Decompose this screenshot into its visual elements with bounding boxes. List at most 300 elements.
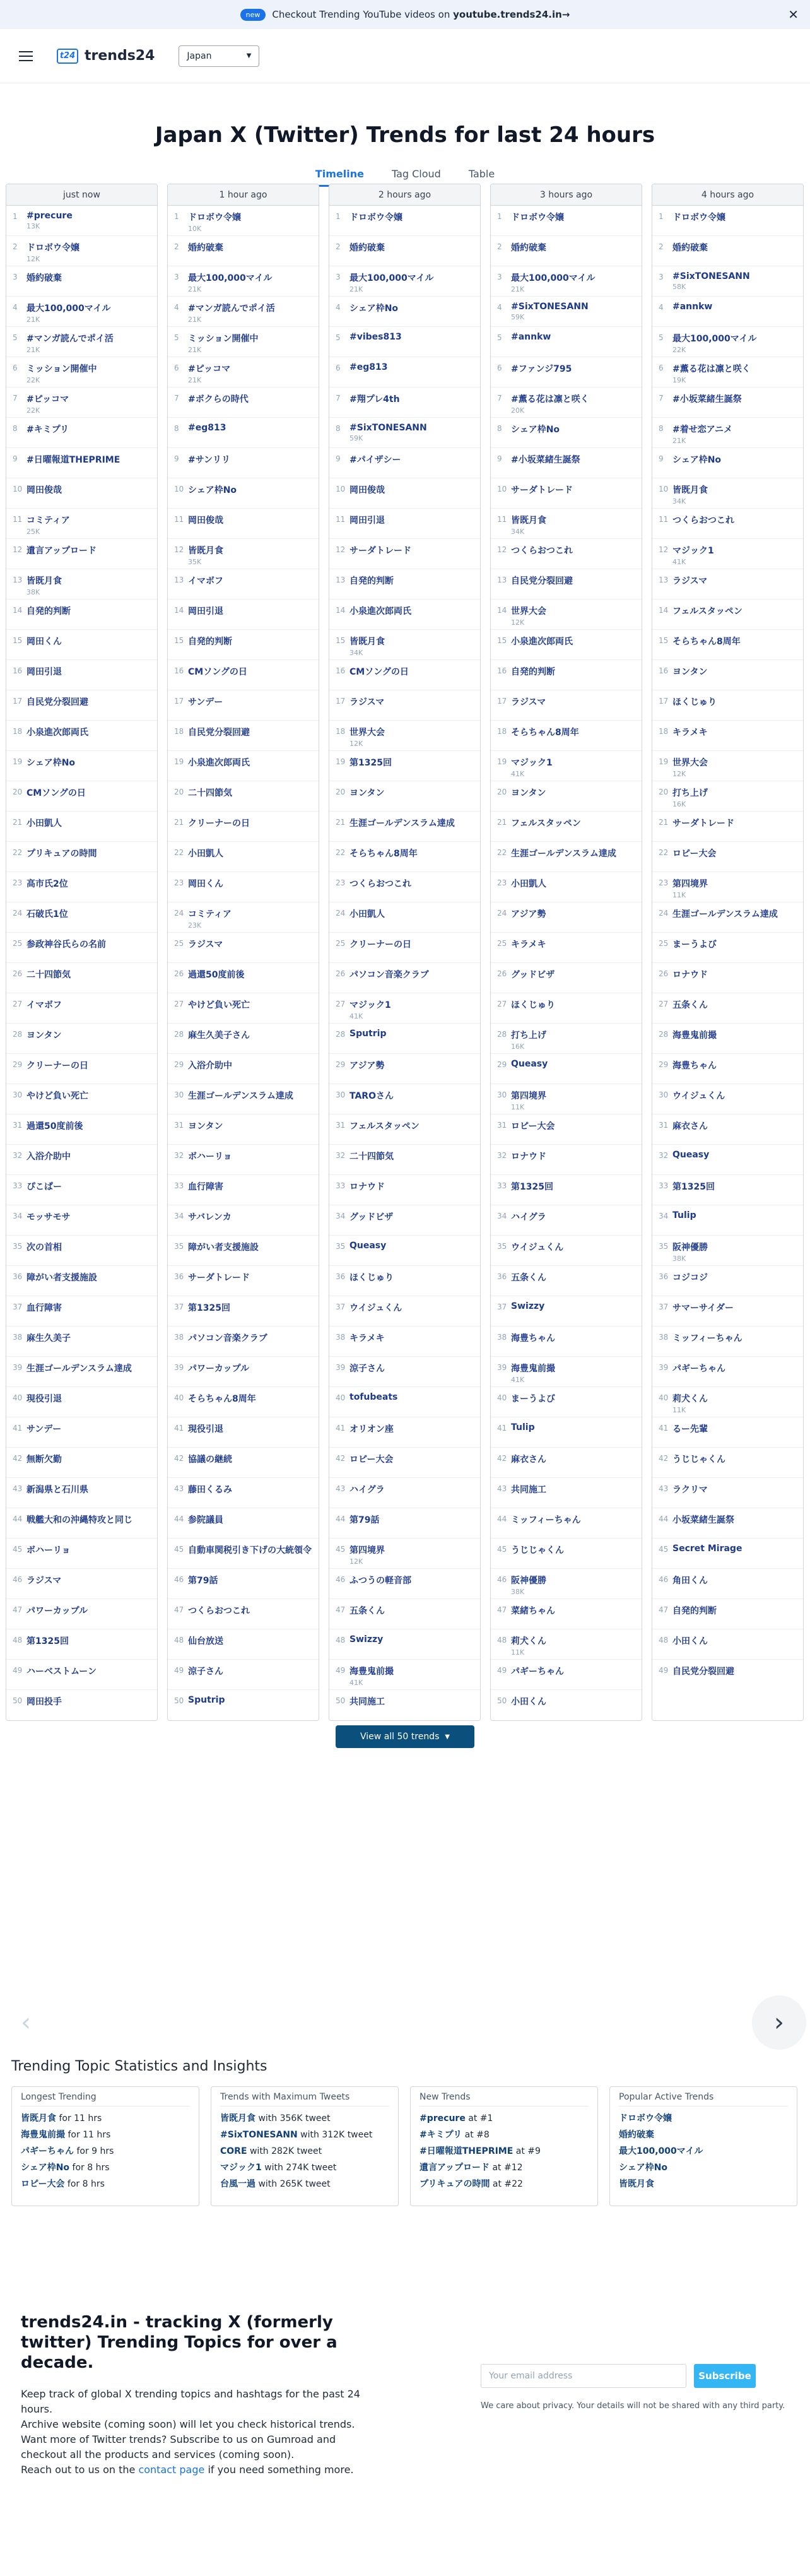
stats-trend-link[interactable]: 最大100,000マイル — [619, 2146, 703, 2156]
trend-rank: 32 — [497, 1151, 507, 1160]
trend-link[interactable]: 皆既月食 — [26, 576, 62, 586]
trend-link[interactable]: シェア枠No — [188, 485, 237, 495]
trend-link[interactable]: 新潟県と石川県 — [26, 1485, 88, 1495]
trend-link[interactable]: 麻衣さん — [511, 1455, 546, 1465]
trend-link[interactable]: ロナウド — [511, 1152, 546, 1162]
trend-link[interactable]: 最大100,000マイル — [511, 273, 596, 283]
trend-link[interactable]: 岡田引退 — [349, 516, 385, 526]
trend-link[interactable]: 過還50度前後 — [26, 1121, 83, 1131]
trend-link[interactable]: フェルスタッペン — [672, 606, 742, 617]
trend-link[interactable]: 小泉進次郎両氏 — [26, 728, 88, 738]
trend-link[interactable]: 第79話 — [188, 1576, 218, 1586]
trend-link[interactable]: 第1325回 — [511, 1182, 553, 1192]
trend-link[interactable]: キラメキ — [672, 728, 708, 738]
trend-link[interactable]: ラジスマ — [349, 697, 385, 707]
trend-link[interactable]: 最大100,000マイル — [26, 304, 111, 314]
trend-link[interactable]: ミッション開催中 — [188, 334, 259, 344]
trend-link[interactable]: 自発的判断 — [26, 606, 71, 617]
trend-link[interactable]: 協議の継続 — [188, 1455, 232, 1465]
trend-link[interactable]: #ボクらの時代 — [188, 394, 249, 405]
trend-link[interactable]: コミティア — [188, 909, 232, 919]
trend-link[interactable]: 岡田引退 — [188, 606, 223, 617]
trend-link[interactable]: 藤田くるみ — [188, 1485, 232, 1495]
trend-link[interactable]: ウイジュくん — [349, 1303, 402, 1313]
stats-trend-link[interactable]: 皆既月食 — [619, 2179, 654, 2189]
trend-link[interactable]: 小田凱人 — [349, 909, 385, 919]
trend-link[interactable]: 生涯ゴールデンスラム達成 — [26, 1364, 132, 1374]
stats-trend-link[interactable]: 遺言アップロード — [420, 2163, 490, 2173]
trend-link[interactable]: ウイジュくん — [511, 1243, 564, 1253]
trend-link[interactable]: 自発的判断 — [672, 1606, 717, 1616]
trend-link[interactable]: 打ち上げ — [511, 1031, 546, 1041]
trend-link[interactable]: 入浴介助中 — [26, 1152, 71, 1162]
trend-link[interactable]: コジコジ — [672, 1273, 708, 1283]
trend-link[interactable]: 阪神優勝 — [511, 1576, 546, 1586]
trend-link[interactable]: アジア勢 — [511, 909, 546, 919]
tab-table[interactable]: Table — [468, 168, 495, 180]
trend-link[interactable]: #eg813 — [188, 423, 226, 433]
stats-trend-link[interactable]: 皆既月食 — [21, 2113, 56, 2124]
trend-link[interactable]: ハーベストムーン — [26, 1667, 97, 1677]
trend-link[interactable]: 麻生久美子さん — [188, 1031, 250, 1041]
trend-link[interactable]: #マンガ読んでポイ活 — [188, 304, 275, 314]
trend-link[interactable]: 戦艦大和の沖縄特攻と同じ — [26, 1515, 132, 1525]
trend-link[interactable]: ロナウド — [349, 1182, 385, 1192]
trend-link[interactable]: 海豊鬼前撮 — [349, 1667, 394, 1677]
trend-link[interactable]: 現役引退 — [188, 1424, 223, 1434]
trend-row — [168, 872, 319, 902]
trend-link[interactable]: ミッフィーちゃん — [511, 1515, 581, 1525]
site-logo[interactable] — [57, 48, 155, 64]
trend-rank: 36 — [336, 1272, 346, 1281]
trend-link[interactable]: #薫る花は凛と咲く — [672, 364, 751, 374]
trend-row — [652, 478, 803, 509]
trend-link[interactable]: 生涯ゴールデンスラム達成 — [349, 818, 455, 829]
trend-link[interactable]: パワーカップル — [188, 1364, 250, 1374]
trend-link[interactable]: 次の首相 — [26, 1243, 62, 1253]
trend-link[interactable]: 小田凱人 — [511, 879, 546, 889]
trend-link[interactable]: パワーカップル — [26, 1606, 88, 1616]
close-icon[interactable]: ✕ — [788, 7, 799, 22]
stats-trend-link[interactable]: パギーちゃん — [21, 2146, 74, 2156]
trend-link[interactable]: 角田くん — [672, 1576, 708, 1586]
contact-link[interactable]: contact page — [138, 2464, 205, 2476]
trend-link[interactable]: #キミプリ — [26, 425, 69, 435]
trend-link[interactable]: 仙台放送 — [188, 1636, 223, 1646]
stats-trend-link[interactable]: 海豊鬼前撮 — [21, 2130, 65, 2140]
trend-link[interactable]: 自発的判断 — [349, 576, 394, 586]
trend-link[interactable]: 小田くん — [511, 1697, 546, 1707]
trend-link[interactable]: パソコン音楽クラブ — [349, 970, 429, 980]
trend-link[interactable]: ラジスマ — [188, 940, 223, 950]
banner-link[interactable]: youtube.trends24.in→ — [453, 9, 570, 20]
trend-link[interactable]: 小泉進次郎両氏 — [349, 606, 411, 617]
trend-link[interactable]: ほくじゅり — [349, 1273, 394, 1283]
trend-link[interactable]: 岡田俊哉 — [26, 485, 62, 495]
trend-link[interactable]: #小坂菜緒生誕祭 — [672, 394, 742, 405]
trend-link[interactable]: #小坂菜緒生誕祭 — [511, 455, 580, 465]
trend-link[interactable]: 障がい者支援施設 — [26, 1273, 97, 1283]
trend-link[interactable]: ロピー大会 — [511, 1121, 555, 1131]
trend-row — [6, 1629, 157, 1660]
trend-link[interactable]: 第四境界 — [349, 1545, 385, 1556]
stats-trend-link[interactable]: #日曜報道THEPRIME — [420, 2146, 514, 2156]
stats-detail: for 9 hrs — [74, 2146, 114, 2156]
trend-link[interactable]: ヨンタン — [672, 667, 708, 677]
trend-link[interactable]: フェルスタッペン — [349, 1121, 420, 1131]
stats-trend-link[interactable]: #キミプリ — [420, 2130, 462, 2140]
stats-trend-link[interactable]: シェア枠No — [21, 2163, 70, 2173]
stats-card-item — [21, 2143, 190, 2159]
trend-link[interactable]: 最大100,000マイル — [349, 273, 434, 283]
trend-link[interactable]: サンデー — [188, 697, 223, 707]
trend-link[interactable]: プリキュアの時間 — [26, 849, 97, 859]
trend-link[interactable]: 第四境界 — [672, 879, 708, 889]
trend-link[interactable]: ドロボウ令嬢 — [188, 213, 241, 223]
trend-link[interactable]: サーダトレード — [188, 1273, 250, 1283]
trend-link[interactable]: マジック1 — [511, 758, 553, 768]
trend-link[interactable]: 最大100,000マイル — [188, 273, 273, 283]
subscribe-button[interactable]: Subscribe — [694, 2364, 756, 2388]
trend-link[interactable]: 皆既月食 — [511, 516, 546, 526]
trend-link[interactable]: #vibes813 — [349, 332, 402, 342]
trend-link[interactable]: シェア枠No — [672, 455, 722, 465]
trend-link[interactable]: パソコン音楽クラブ — [188, 1333, 267, 1344]
trend-link[interactable]: #ピッコマ — [188, 364, 231, 374]
trend-link[interactable]: 岡田俊哉 — [188, 516, 223, 526]
trend-link[interactable]: そらちゃん8周年 — [188, 1394, 256, 1404]
trend-link[interactable]: やけど負い死亡 — [188, 1000, 250, 1010]
stats-trend-link[interactable]: 皆既月食 — [220, 2113, 255, 2124]
trend-link[interactable]: #SixTONESANN — [349, 423, 427, 433]
trend-link[interactable]: ほくじゅり — [511, 1000, 555, 1010]
trend-link[interactable]: Queasy — [511, 1059, 548, 1069]
trend-link[interactable]: 二十四節気 — [349, 1152, 394, 1162]
trend-link[interactable]: 二十四節気 — [188, 788, 232, 798]
trend-link[interactable]: パギーちゃん — [511, 1667, 564, 1677]
trend-link[interactable]: 第1325回 — [26, 1636, 69, 1646]
trend-link[interactable]: そらちゃん8周年 — [349, 849, 418, 859]
trend-link[interactable]: 小田くん — [672, 1636, 708, 1646]
trend-link[interactable]: ボハーリョ — [188, 1152, 232, 1162]
trend-rank: 28 — [174, 1030, 184, 1039]
stats-trend-link[interactable]: #precure — [420, 2113, 466, 2124]
trend-link[interactable]: Queasy — [672, 1150, 710, 1160]
trend-link[interactable]: #ファンジ795 — [511, 364, 572, 374]
trend-link[interactable]: 世界大会 — [672, 758, 708, 768]
trend-link[interactable]: 麻衣さん — [672, 1121, 708, 1131]
trend-link[interactable]: サーダトレード — [511, 485, 573, 495]
trend-link[interactable]: ボハーリョ — [26, 1545, 71, 1556]
trend-link[interactable]: #着せ恋アニメ — [672, 425, 733, 435]
trend-link[interactable]: ミッション開催中 — [26, 364, 97, 374]
trend-link[interactable]: 第1325回 — [188, 1303, 230, 1313]
trend-link[interactable]: 共同施工 — [511, 1485, 546, 1495]
trend-link[interactable]: 世界大会 — [511, 606, 546, 617]
trend-link[interactable]: #precure — [26, 211, 73, 221]
stats-trend-link[interactable]: マジック1 — [220, 2163, 262, 2173]
stats-trend-link[interactable]: #SixTONESANN — [220, 2130, 298, 2140]
trend-link[interactable]: 海豊ちゃん — [672, 1061, 717, 1071]
trend-rank: 5 — [174, 333, 179, 342]
trend-link[interactable]: フェルスタッペン — [511, 818, 581, 829]
trend-link[interactable]: #annkw — [672, 302, 713, 312]
trend-link[interactable]: ハイグラ — [349, 1485, 385, 1495]
tab-timeline[interactable]: Timeline — [315, 168, 364, 187]
trend-rank: 39 — [13, 1363, 23, 1372]
trend-link[interactable]: 婚約破棄 — [188, 243, 223, 253]
trend-link[interactable]: ほくじゅり — [672, 697, 717, 707]
trend-link[interactable]: 岡田投手 — [26, 1697, 62, 1707]
trend-link[interactable]: 小田凱人 — [188, 849, 223, 859]
trend-link[interactable]: 自民党分裂回避 — [672, 1667, 734, 1677]
trend-link[interactable]: CMソングの日 — [349, 667, 409, 677]
trend-link[interactable]: マジック1 — [349, 1000, 391, 1010]
trend-link[interactable]: 打ち上げ — [672, 788, 708, 798]
trend-link[interactable]: Sputrip — [349, 1029, 387, 1039]
country-select[interactable] — [179, 45, 259, 67]
stats-trend-link[interactable]: プリキュアの時間 — [420, 2179, 490, 2189]
trend-link[interactable]: そらちゃん8周年 — [511, 728, 579, 738]
trend-link[interactable]: イマボフ — [26, 1000, 62, 1010]
trend-link[interactable]: #eg813 — [349, 362, 388, 372]
next-arrow-icon[interactable]: › — [752, 1995, 806, 2050]
trend-link[interactable]: 莉犬くん — [672, 1394, 708, 1404]
trend-link[interactable]: 第四境界 — [511, 1091, 546, 1101]
trend-link[interactable]: ラジスマ — [26, 1576, 62, 1586]
trend-link[interactable]: Queasy — [349, 1241, 387, 1251]
stats-trend-link[interactable]: ドロボウ令嬢 — [619, 2113, 672, 2124]
trend-link[interactable]: ミッフィーちゃん — [672, 1333, 742, 1344]
trend-link[interactable]: 莉犬くん — [511, 1636, 546, 1646]
trend-link[interactable]: 皆既月食 — [188, 546, 223, 556]
trend-link[interactable]: ドロボウ令嬢 — [672, 213, 725, 223]
trend-row — [652, 1478, 803, 1508]
trend-link[interactable]: パギーちゃん — [672, 1364, 725, 1374]
trend-link[interactable]: 参院議員 — [188, 1515, 223, 1525]
trend-link[interactable]: ドロボウ令嬢 — [511, 213, 564, 223]
trend-link[interactable]: ヨンタン — [188, 1121, 223, 1131]
trend-link[interactable]: #SixTONESANN — [511, 302, 589, 312]
trend-link[interactable]: CMソングの日 — [188, 667, 247, 677]
trend-link[interactable]: Tulip — [672, 1210, 696, 1220]
trend-link[interactable]: #翔プレ4th — [349, 394, 400, 405]
trend-link[interactable]: 血行障害 — [188, 1182, 223, 1192]
trend-link[interactable]: シェア枠No — [511, 425, 560, 435]
trend-link[interactable]: まーうよび — [672, 940, 717, 950]
trend-link[interactable]: キラメキ — [511, 940, 546, 950]
trend-link[interactable]: ヨンタン — [26, 1031, 62, 1041]
trend-link[interactable]: 婚約破棄 — [511, 243, 546, 253]
trend-link[interactable]: 自動車関税引き下げの大統領令 — [188, 1545, 312, 1556]
trend-link[interactable]: うじじゃくん — [511, 1545, 564, 1556]
trend-link[interactable]: クリーナーの日 — [26, 1061, 88, 1071]
trend-link[interactable]: るー先輩 — [672, 1424, 708, 1434]
trend-link[interactable]: 障がい者支援施設 — [188, 1243, 259, 1253]
trend-rank: 49 — [497, 1666, 507, 1675]
trend-link[interactable]: 共同施工 — [349, 1697, 385, 1707]
trend-link[interactable]: #annkw — [511, 332, 551, 342]
trend-link[interactable]: モッサモサ — [26, 1212, 71, 1222]
trend-link[interactable]: 小泉進次郎両氏 — [511, 637, 573, 647]
trend-link[interactable]: 自発的判断 — [188, 637, 232, 647]
trend-link[interactable]: ヨンタン — [349, 788, 385, 798]
trend-link[interactable]: 自民党分裂回避 — [188, 728, 250, 738]
trend-link[interactable]: 遺言アップロード — [26, 546, 97, 556]
trend-link[interactable]: 無断欠勤 — [26, 1455, 62, 1465]
trend-link[interactable]: 岡田くん — [188, 879, 223, 889]
trend-link[interactable]: 小泉進次郎両氏 — [188, 758, 250, 768]
trend-link[interactable]: 二十四節気 — [26, 970, 71, 980]
tab-tag-cloud[interactable]: Tag Cloud — [391, 168, 441, 180]
trend-link[interactable]: ヨンタン — [511, 788, 546, 798]
trend-row — [652, 539, 803, 569]
trend-link[interactable]: 岡田俊哉 — [349, 485, 385, 495]
hamburger-menu-icon[interactable] — [19, 51, 33, 61]
previous-arrow-icon[interactable]: ‹ — [21, 2008, 31, 2037]
trend-link[interactable]: そらちゃん8周年 — [672, 637, 741, 647]
trend-link[interactable]: サーダトレード — [349, 546, 411, 556]
trend-link[interactable]: #サンリリ — [188, 455, 231, 465]
trend-link[interactable]: アジア勢 — [349, 1061, 385, 1071]
trend-link[interactable]: つくらおつこれ — [349, 879, 411, 889]
trend-link[interactable]: 小田凱人 — [26, 818, 62, 829]
trend-rank: 9 — [336, 454, 341, 463]
trend-link[interactable]: ふつうの軽音部 — [349, 1576, 411, 1586]
trend-link[interactable]: TAROさん — [349, 1091, 394, 1101]
trend-link[interactable]: ロナウド — [672, 970, 708, 980]
trend-link[interactable]: ハイグラ — [511, 1212, 546, 1222]
trend-link[interactable]: クリーナーの日 — [349, 940, 411, 950]
trend-link[interactable]: ラジスマ — [672, 576, 708, 586]
trend-link[interactable]: 参政神谷氏らの名前 — [26, 940, 106, 950]
trend-link[interactable]: 血行障害 — [26, 1303, 62, 1313]
trend-link[interactable]: つくらおつこれ — [672, 516, 734, 526]
trend-link[interactable]: ロピー大会 — [349, 1455, 394, 1465]
trend-link[interactable]: キラメキ — [349, 1333, 385, 1344]
trend-link[interactable]: シェア枠No — [349, 304, 399, 314]
logo-text: trends24 — [85, 48, 155, 64]
trend-rank: 37 — [336, 1303, 346, 1311]
trend-link[interactable]: 第79話 — [349, 1515, 380, 1525]
trend-link[interactable]: Secret Mirage — [672, 1544, 742, 1554]
trend-link[interactable]: Swizzy — [349, 1634, 384, 1645]
trend-link[interactable]: 婚約破棄 — [672, 243, 708, 253]
trend-link[interactable]: ぴこぱー — [26, 1182, 62, 1192]
trend-link[interactable]: #パイザシー — [349, 455, 401, 465]
trend-link[interactable]: グッドビザ — [349, 1212, 394, 1222]
trend-link[interactable]: サバレンカ — [188, 1212, 232, 1222]
trend-link[interactable]: 海豊鬼前撮 — [672, 1031, 717, 1041]
trend-link[interactable]: ロピー大会 — [672, 849, 717, 859]
trend-link[interactable]: 涼子さん — [188, 1667, 223, 1677]
trend-link[interactable]: ドロボウ令嬢 — [26, 243, 79, 253]
trend-link[interactable]: まーうよび — [511, 1394, 555, 1404]
trend-link[interactable]: 第1325回 — [672, 1182, 715, 1192]
stats-trend-link[interactable]: 台風一過 — [220, 2179, 255, 2189]
trend-link[interactable]: つくらおつこれ — [511, 546, 573, 556]
trend-link[interactable]: 生涯ゴールデンスラム達成 — [188, 1091, 293, 1101]
trend-link[interactable]: 五条くん — [511, 1273, 546, 1283]
trend-link[interactable]: #SixTONESANN — [672, 271, 750, 281]
view-all-button[interactable] — [336, 1725, 474, 1748]
trend-link[interactable]: 高市氏2位 — [26, 879, 68, 889]
trend-link[interactable]: tofubeats — [349, 1392, 398, 1402]
trend-link[interactable]: 皆既月食 — [672, 485, 708, 495]
stats-trend-link[interactable]: シェア枠No — [619, 2163, 668, 2173]
trend-link[interactable]: 五条くん — [349, 1606, 385, 1616]
trend-link[interactable]: コミティア — [26, 516, 70, 526]
trend-link[interactable]: CMソングの日 — [26, 788, 86, 798]
trend-link[interactable]: 海豊ちゃん — [511, 1333, 555, 1344]
trend-rank: 27 — [497, 1000, 507, 1008]
email-field[interactable]: Your email address — [481, 2364, 686, 2388]
trend-link[interactable]: ウイジュくん — [672, 1091, 725, 1101]
trend-link[interactable]: やけど負い死亡 — [26, 1091, 88, 1101]
trend-link[interactable]: イマボフ — [188, 576, 223, 586]
trend-link[interactable]: 自発的判断 — [511, 667, 555, 677]
trend-link[interactable]: 菜緒ちゃん — [511, 1606, 555, 1616]
trend-link[interactable]: クリーナーの日 — [188, 818, 250, 829]
trend-link[interactable]: 過還50度前後 — [188, 970, 245, 980]
trend-link[interactable]: 最大100,000マイル — [672, 334, 757, 344]
trend-link[interactable]: 五条くん — [672, 1000, 708, 1010]
trend-link[interactable]: #マンガ読んでポイ活 — [26, 334, 114, 344]
trend-link[interactable]: ドロボウ令嬢 — [349, 213, 402, 223]
trend-link[interactable]: #ピッコマ — [26, 394, 69, 405]
trend-link[interactable]: 阪神優勝 — [672, 1243, 708, 1253]
trend-link[interactable]: #薫る花は凛と咲く — [511, 394, 589, 405]
trend-link[interactable]: 生涯ゴールデンスラム達成 — [672, 909, 778, 919]
trend-link[interactable]: 現役引退 — [26, 1394, 62, 1404]
trend-link[interactable]: Sputrip — [188, 1695, 225, 1705]
trend-link[interactable]: 皆既月食 — [349, 637, 385, 647]
stats-trend-link[interactable]: 婚約破棄 — [619, 2130, 654, 2140]
trend-link[interactable]: ラクリマ — [672, 1485, 708, 1495]
trend-link[interactable]: 自民党分裂回避 — [26, 697, 88, 707]
trend-link[interactable]: うじじゃくん — [672, 1455, 725, 1465]
trend-link[interactable]: シェア枠No — [26, 758, 76, 768]
trend-link[interactable]: グッドビザ — [511, 970, 555, 980]
trend-link[interactable]: Swizzy — [511, 1301, 545, 1311]
trend-link[interactable]: オリオン座 — [349, 1424, 394, 1434]
trend-link[interactable]: サーダトレード — [672, 818, 734, 829]
trend-link[interactable]: 生涯ゴールデンスラム達成 — [511, 849, 616, 859]
trend-link[interactable]: 婚約破棄 — [349, 243, 385, 253]
trend-link[interactable]: つくらおつこれ — [188, 1606, 250, 1616]
trend-link[interactable]: 海豊鬼前撮 — [511, 1364, 555, 1374]
trend-link[interactable]: マジック1 — [672, 546, 714, 556]
stats-trend-link[interactable]: CORE — [220, 2146, 247, 2156]
trend-link[interactable]: サマーサイダー — [672, 1303, 734, 1313]
trend-link[interactable]: 涼子さん — [349, 1364, 385, 1374]
trend-link[interactable]: 麻生久美子 — [26, 1333, 71, 1344]
trend-link[interactable]: #日曜報道THEPRIME — [26, 455, 120, 465]
trend-link[interactable]: 岡田引退 — [26, 667, 62, 677]
trend-link[interactable]: 岡田くん — [26, 637, 62, 647]
trend-link[interactable]: ラジスマ — [511, 697, 546, 707]
trend-link[interactable]: サンデー — [26, 1424, 62, 1434]
trend-link[interactable]: 婚約破棄 — [26, 273, 62, 283]
trend-link[interactable]: 自民党分裂回避 — [511, 576, 573, 586]
trend-link[interactable]: 第1325回 — [349, 758, 392, 768]
trend-link[interactable]: 世界大会 — [349, 728, 385, 738]
trend-link[interactable]: 石破氏1位 — [26, 909, 68, 919]
trend-link[interactable]: Tulip — [511, 1422, 535, 1433]
trend-link[interactable]: 小坂菜緒生誕祭 — [672, 1515, 734, 1525]
trend-link[interactable]: 入浴介助中 — [188, 1061, 232, 1071]
stats-trend-link[interactable]: ロピー大会 — [21, 2179, 65, 2189]
